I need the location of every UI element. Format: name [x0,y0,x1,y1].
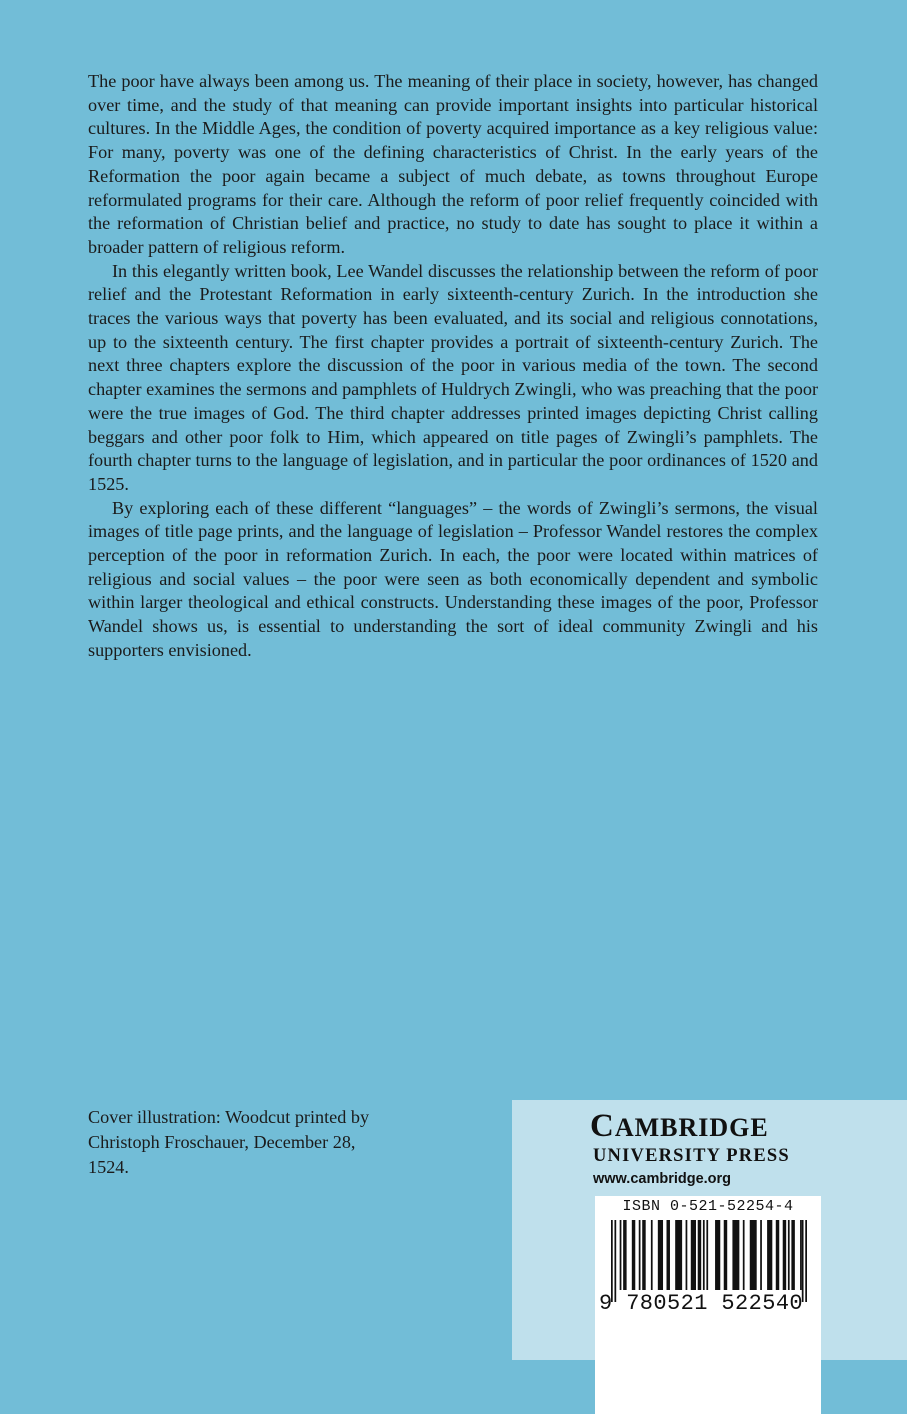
barcode-bar [800,1220,802,1290]
barcode-bar [620,1220,622,1290]
cover-credit-line-1: Cover illustration: Woodcut printed by [88,1107,370,1127]
blurb-text [88,70,818,663]
barcode-bar [658,1220,663,1290]
barcode-bar [639,1220,641,1290]
barcode-bar [623,1220,626,1290]
publisher-logo-name [590,1108,769,1145]
publisher-division: UNIVERSITY PRESS [593,1146,790,1166]
barcode-bar [667,1220,670,1290]
barcode-bar [706,1220,708,1290]
barcode-bar [783,1220,786,1290]
blurb-paragraph-2: In this elegantly written book, Lee Wandel discusses the relationship between the reform of poor relief and the Protestant Reformation in early sixteenth-century Zurich. In the introduction she traces the various ways that poverty has been evaluated, and its social and religious connotations, up to the sixteenth century. The first chapter provides a portrait of sixteenth-century Zurich. The next three chapters explore the discussion of the poor in various media of the town. The second chapter examines the sermons and pamphlets of Huldrych Zwingli, who was preaching that the poor were the true images of God. The third chapter addresses printed images depicting Christ calling beggars and other poor folk to Him, which appeared on title pages of Zwingli’s pamphlets. The fourth chapter turns to the language of legislation, and in particular the poor ordinances of 1520 and 1525. [88,260,818,494]
barcode-bar [791,1220,794,1290]
barcode-bar [805,1220,807,1302]
barcode-bar [776,1220,779,1290]
barcode-bar [632,1220,635,1290]
barcode-bar [715,1220,720,1290]
barcode-bar [614,1220,616,1302]
barcode-bar [611,1220,613,1302]
barcode-bar [802,1220,804,1302]
barcode-bar [691,1220,696,1290]
publisher-panel [512,1100,907,1360]
barcode-bar [750,1220,757,1290]
cover-credit-line-2: Christoph Froschauer, December 28, [88,1132,356,1152]
barcode-bar [686,1220,688,1290]
blurb-paragraph-1: The poor have always been among us. The meaning of their place in society, however, has changed over time, and the study of that meaning can provide important insights into particular historical cultures. In the Middle Ages, the condition of poverty acquired importance as a key religious value: For many, poverty was one of the defining characteristics of Christ. In the early years of the Reformation the poor again became a subject of much debate, as towns throughout Europe reformulated programs for their care. Although the reform of poor relief frequently coincided with the reformation of Christian belief and practice, no study to date has sought to place it within a broader pattern of religious reform. [88,71,818,257]
cover-illustration-credit [88,1105,448,1180]
barcode-bar [675,1220,682,1290]
barcode-block [595,1196,821,1414]
publisher-website: www.cambridge.org [593,1171,732,1187]
blurb-paragraph-3: By exploring each of these different “languages” – the words of Zwingli’s sermons, the visual images of title page prints, and the language of legislation – Professor Wandel restores the complex perception of the poor in reformation Zurich. In each, the poor were located within matrices of religious and social values – the poor were seen as both economically dependent and symbolic within larger theological and ethical constructs. Understanding these images of the poor, Professor Wandel shows us, is essential to understanding the sort of ideal community Zwingli and his supporters envisioned. [88,497,818,660]
barcode-bar [788,1220,790,1290]
barcode-bar [743,1220,745,1290]
barcode-bar [724,1220,727,1290]
barcode-bar [767,1220,772,1290]
barcode-bar [642,1220,645,1290]
barcode-bar [760,1220,762,1290]
publisher-name-initial: C [590,1108,615,1144]
ean-digits: 9 780521 522540 [599,1291,804,1316]
cover-credit-line-3: 1524. [88,1157,129,1177]
barcode-bar [651,1220,653,1290]
barcode-bar [732,1220,739,1290]
barcode-bar [703,1220,705,1290]
publisher-name-rest: AMBRIDGE [614,1113,769,1142]
isbn-number: ISBN 0-521-52254-4 [622,1198,794,1215]
barcode-bar [698,1220,701,1290]
